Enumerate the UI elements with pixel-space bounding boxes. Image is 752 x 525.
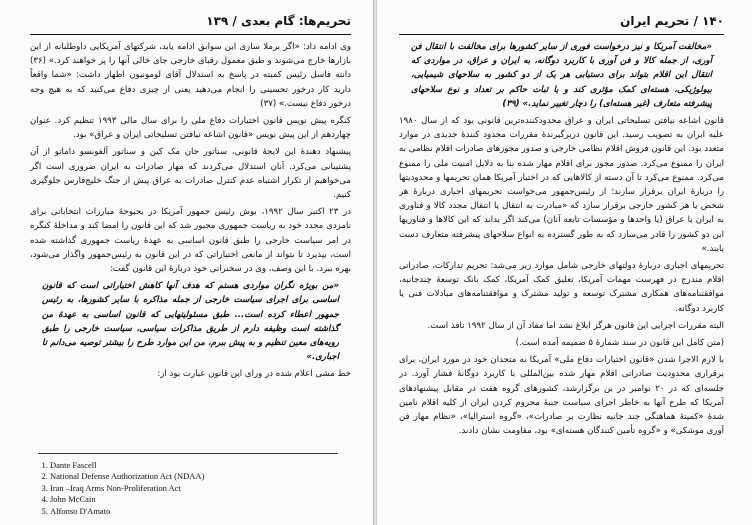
footnote-5: 5. Alfonso D'Amato xyxy=(50,506,338,518)
footnote-1: 1. Dante Fascell xyxy=(50,460,338,472)
left-page-header xyxy=(30,10,351,35)
right-paragraph-1: قانون اشاعه نیافتن تسلیحاتی ایران و عراق محدودکننده‌ترین قانونی بود که از سال ۱۹۸۰ علیه ایران به تصویب رسید. این قانون دربرگیرندهٔ مقررات محدود کنندهٔ جدیدی در موارد متعدد بود. این قانون فروش اقلام نظامی خارجی و صدور مجوزهای صادرات اقلام نظامی به ایران را ممنوع می‌کرد. صدور مجوز برای اقلام مهار شده بنا به دلایل امنیت ملی را ممنوع می‌کرد. ممنوع می‌کرد تا آن دسته از کالاهایی که در اختیار آمریکا همان تحریمها و محدودیتها را دربارهٔ ایران برقرار سازند؛ از رئیس‌جمهور می‌خواست تحریمهای اجباری دربارهٔ هر شخص یا هر کشور خارجی برقرار سازد که «مبادرت به انتقال یا انتقال مجدد کالا و فناوری به ایران یا عراق (یا واحدها و مؤسسات تابعه آنان) می‌کند اگر بداند که این کالاها و فناوریها این دو کشور را قادر می‌سازد که به طور گسترده به انواع سلاحهای پیشرفته متعارف دست یابند.» xyxy=(399,116,724,254)
left-paragraph-4: در ۲۳ اکتبر سال ۱۹۹۲، بوش رئیس جمهور آمریکا در بحبوحهٔ مبارزات انتخاباتی برای نامزدی مجدد خود به ریاست جمهوری مجبور شد که این قانون را امضا کند و مداخلهٔ کنگره در امر سیاست خارجی را طبق قانون اساسی به عهدهٔ ریاست جمهوری گذاشته شده است، بپذیرد تا بتواند از مانعی اختیاراتی که در این قانون به رئیس‌جمهور واگذار می‌شود، بهره ببرد. با این وصف، وی در سخنرانی خود دربارهٔ این قانون گفت: xyxy=(30,207,351,275)
left-running-title: تحریم‌ها: گام بعدی / ۱۳۹ xyxy=(206,14,351,28)
left-closing-line: خط مشی اعلام شده در ورای این قانون عبارت بود از: xyxy=(157,369,351,380)
left-paragraph-3: پیشنهاد دهندهٔ این لایحهٔ قانونی، سناتور جان مک کین و سناتور آلفونسو داماتو از آن پشتیبانی می‌کرد. آنان استدلال می‌کردند که مهار صادرات به ایران ضروری است اگر می‌خواهیم از تکرار اشتباه عدم کنترل صادرات به عراق پیش از جنگ خلیج‌فارس جلوگیری کنیم. xyxy=(30,147,351,201)
left-paragraph-2: کنگره پیش نویس قانون اختیارات دفاع ملی را برای سال مالی ۱۹۹۳ تنظیم کرد. عنوان چهاردهم از این پیش نویس «قانون اشاعه نیافتن تسلیحاتی ایران و عراق» بود. xyxy=(30,116,351,141)
right-running-title: ۱۴۰ / تحریم ایران xyxy=(620,14,724,28)
right-paragraph-4: (متن کامل این قانون در سند شمارهٔ ۵ ضمیمه آمده است.) xyxy=(515,338,724,349)
right-paragraph-5: با لازم الاجرا شدن «قانون اختیارات دفاع ملی» آمریکا به متحدان خود در مورد ایران، برای برقراری محدودیت صادراتی اقلام مهار شده بین‌المللی با کاربرد دوگانهٔ فشار آورد. در جلسه‌ای که در ۲۰ نوامبر در بن برگزارشد، کشورهای گروه هفت در مقابل پیشنهادهای آمریکا که طرح آنها به خاطر اجرای سیاست جنبهٔ محروم کردن ایران از کلیه اقلام نامین شدهٔ «کمیتهٔ هماهنگی جند جانبه نظارت بر صادرات»، «گروه استرالیا»، «نظام مهار فن آوری موشکی» و «گروه تأمین کنندگان هسته‌ای» بود، مقاومت نشان دادند. xyxy=(399,355,724,437)
right-page-header xyxy=(399,10,724,35)
right-page-body xyxy=(399,40,724,517)
left-page-body xyxy=(30,40,351,465)
footnote-4: 4. John McCain xyxy=(50,494,338,506)
footnotes xyxy=(38,453,338,518)
left-paragraph-1: وی ادامه داد: «اگر برملا سازی این سوابق ادامه یابد، شرکتهای آمریکایی داوطلبانه از این بازارها خارج می‌شوند و طبق معمول رقبای خارجی جای خالی آنها را پر خواهند کرد.» (۳۶) دانته فاسل رئیس کمیته در پاسخ به استدلال آقای لومونیون اظهار داشت: «شما واقعاً دارید کار درخور تحسینی را انجام می‌دهید یعنی از چیزی دفاع می‌کنید که به هیچ وجه درخور دفاع نیست.» (۳۷) xyxy=(30,42,351,109)
right-paragraph-3: البته مقررات اجرایی این قانون هرگز ابلاغ نشد اما مفاد آن از سال ۱۹۹۲ نافذ است. xyxy=(427,320,724,331)
left-page xyxy=(0,0,374,525)
left-block-quote: «من بویژه نگران مواردی هستم که هدف آنها کاهش اختیاراتی است که قانون اساسی برای اجرای سیاست خارجی از جمله مذاکره با سایر کشورها، به رئیس جمهور اعطاء کرده است... طبق مسئولیتهایی که قانون اساسی به عهدهٔ من گذاشته است وظیفه دارم از طریق مذاکرات سیاسی، سیاست خارجی را طبق رویه‌های معین تنظیم و به پیش ببرم، من این موارد طرح را بیشتر توصیه می‌دانم تا اجباری.» xyxy=(42,281,339,363)
footnote-3: 3. Iran –Iraq Arms Non-Proliferation Act xyxy=(50,483,338,495)
right-block-quote: «مخالفت آمریکا و نیز درخواست فوری از سایر کشورها برای مخالفت با انتقال فن آوری، از جمله کالا و فن آوری با کاربرد دوگانه، به ایران و عراق، در مواردی که انتقال این اقلام بتواند برای دستیابی هر یک از دو کشور به سلاحهای شیمیایی، بیولوژیکی، هسته‌ای کمک مؤثری کند و یا ثبات حاکم بر تعداد و نوع سلاحهای پیشرفته متعارف (غیر هسته‌ای) را دچار تغییر نماید.» (۳۹) xyxy=(411,42,712,109)
footnote-2: 2. National Defense Authorization Act (NDAA) xyxy=(50,471,338,483)
right-paragraph-2: تحریمهای اجباری دربارهٔ دولتهای خارجی شامل موارد زیر می‌شد: تحریم تدارکات، صادراتی اقلام مندرج در فهرست مهمات آمریکا، تعلیق کمک آمریکا، کمک بانک توسعهٔ چندجانبه، موافقتنامه‌های همکاری مشترک توسعه و تولید مشترک و موافقتنامه‌های مبادلات فنی یا کاربرد دوگانه. xyxy=(399,261,724,314)
right-page xyxy=(376,0,752,525)
